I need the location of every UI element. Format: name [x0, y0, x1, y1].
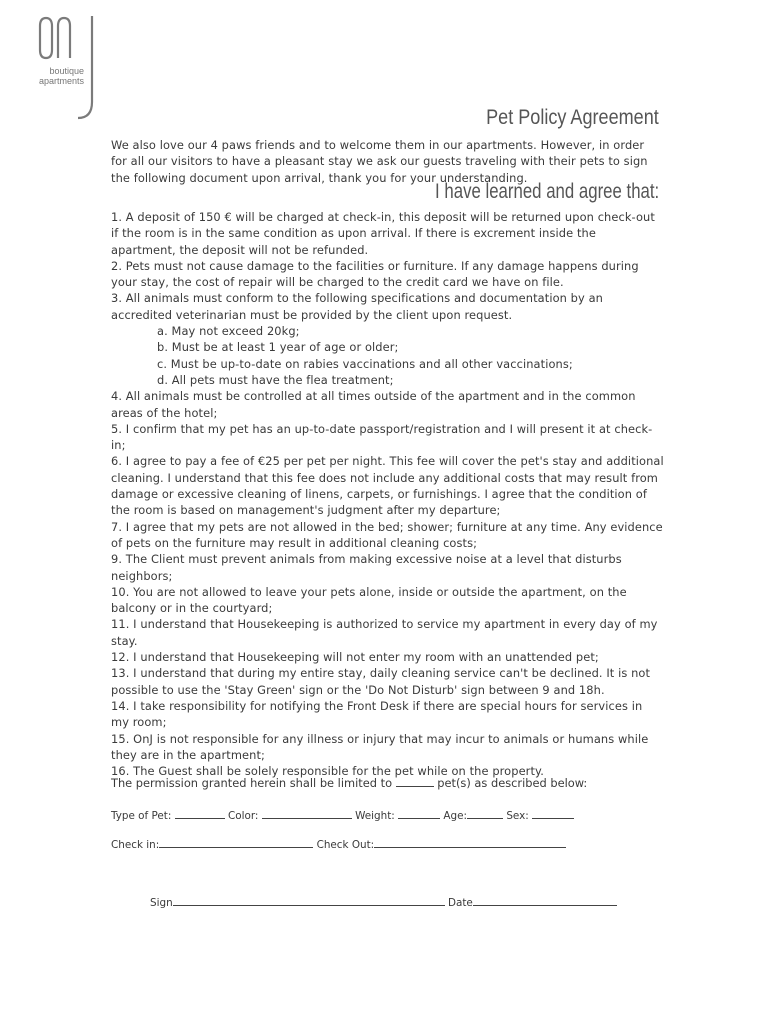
- policy-item: 3. All animals must conform to the following specifications and documentation by an accredited veterinarian must be provided by the client upon request.: [111, 291, 603, 322]
- sign-label: Sign: [150, 897, 173, 909]
- policy-item: 12. I understand that Housekeeping will not enter my room with an unattended pet;: [111, 650, 599, 665]
- permission-text-before: The permission granted herein shall be limited to: [111, 776, 396, 790]
- page-title: Pet Policy Agreement: [486, 106, 659, 129]
- age-label: Age:: [443, 810, 467, 822]
- policy-item: 15. OnJ is not responsible for any illness or injury that may incur to animals or humans while they are in the apartment;: [111, 731, 649, 762]
- agreement-subtitle: I have learned and agree that:: [434, 180, 659, 203]
- color-label: Color:: [227, 810, 259, 822]
- age-field[interactable]: [467, 808, 503, 819]
- policy-subitem: b. Must be at least 1 year of age or older;: [157, 340, 399, 355]
- sex-label: Sex:: [506, 810, 529, 822]
- check-in-label: Check in:: [111, 839, 160, 851]
- policy-item: 16. The Guest shall be solely responsible for the pet while on the property.: [111, 764, 544, 779]
- policy-item: 10. You are not allowed to leave your pets alone, inside or outside the apartment, on the balcony or in the courtyard;: [111, 584, 627, 616]
- policy-subitem: c. Must be up-to-date on rabies vaccinations and all other vaccinations;: [157, 356, 573, 371]
- color-field[interactable]: [262, 808, 352, 819]
- check-out-label: Check Out:: [316, 839, 375, 851]
- policy-subitem: d. All pets must have the flea treatment;: [157, 372, 394, 387]
- pet-count-blank[interactable]: [396, 776, 434, 787]
- type-of-pet-label: Type of Pet:: [111, 810, 172, 822]
- date-label: Date: [447, 897, 473, 909]
- signature-line: [150, 895, 617, 909]
- policy-list: [111, 209, 664, 779]
- permission-line: [111, 776, 587, 790]
- policy-item: 5. I confirm that my pet has an up-to-date passport/registration and I will present it at check-in;: [111, 421, 653, 453]
- type-of-pet-field[interactable]: [175, 808, 225, 819]
- date-field[interactable]: [473, 895, 617, 906]
- policy-item: 13. I understand that during my entire stay, daily cleaning service can't be declined. It is not possible to use the 'Stay Green' sign or the 'Do Not Disturb' sign between 9 and 18h.: [111, 666, 651, 697]
- policy-subitem: a. May not exceed 20kg;: [157, 324, 300, 339]
- policy-item: 9. The Client must prevent animals from making excessive noise at a level that disturbs neighbors;: [111, 552, 622, 583]
- sex-field[interactable]: [532, 808, 574, 819]
- policy-item: 1. A deposit of 150 € will be charged at check-in, this deposit will be returned upon check-out if the room is in the same condition as upon arrival. If there is excrement inside the apartment, the deposit will not be refunded.: [111, 210, 655, 257]
- policy-item: 6. I agree to pay a fee of €25 per pet per night. This fee will cover the pet's stay and additional cleaning. I understand that this fee does not include any additional costs that may result from damage or excessive cleaning of linens, carpets, or furnishings. I agree that the condition of the room is based on management's judgment after my departure;: [111, 454, 664, 518]
- policy-item: 4. All animals must be controlled at all times outside of the apartment and in the common areas of the hotel;: [111, 389, 636, 420]
- weight-field[interactable]: [398, 808, 440, 819]
- policy-item: 2. Pets must not cause damage to the facilities or furniture. If any damage happens during your stay, the cost of repair will be charged to the credit card we have on file.: [111, 258, 639, 290]
- policy-item: 11. I understand that Housekeeping is authorized to service my apartment in every day of my stay.: [111, 617, 658, 648]
- logo-line-1: boutique: [49, 66, 84, 76]
- signature-field[interactable]: [173, 895, 445, 906]
- stay-dates-line: [111, 837, 566, 851]
- permission-text-after: pet(s) as described below:: [433, 776, 588, 790]
- pet-details-line: [111, 808, 574, 822]
- policy-item: 7. I agree that my pets are not allowed in the bed; shower; furniture at any time. Any evidence of pets on the furniture may result in additional cleaning costs;: [111, 519, 663, 550]
- logo-text: [36, 66, 84, 86]
- logo-line-2: apartments: [38, 76, 84, 86]
- brand-logo: [36, 12, 100, 124]
- policy-item: 14. I take responsibility for notifying the Front Desk if there are special hours for services in my room;: [111, 698, 643, 730]
- check-in-field[interactable]: [159, 837, 313, 848]
- check-out-field[interactable]: [374, 837, 566, 848]
- weight-label: Weight:: [355, 810, 395, 822]
- intro-paragraph: We also love our 4 paws friends and to welcome them in our apartments. However, in order for all our visitors to have a pleasant stay we ask our guests traveling with their pets to sign the following document upon arrival, thank you for your understanding.: [111, 138, 648, 185]
